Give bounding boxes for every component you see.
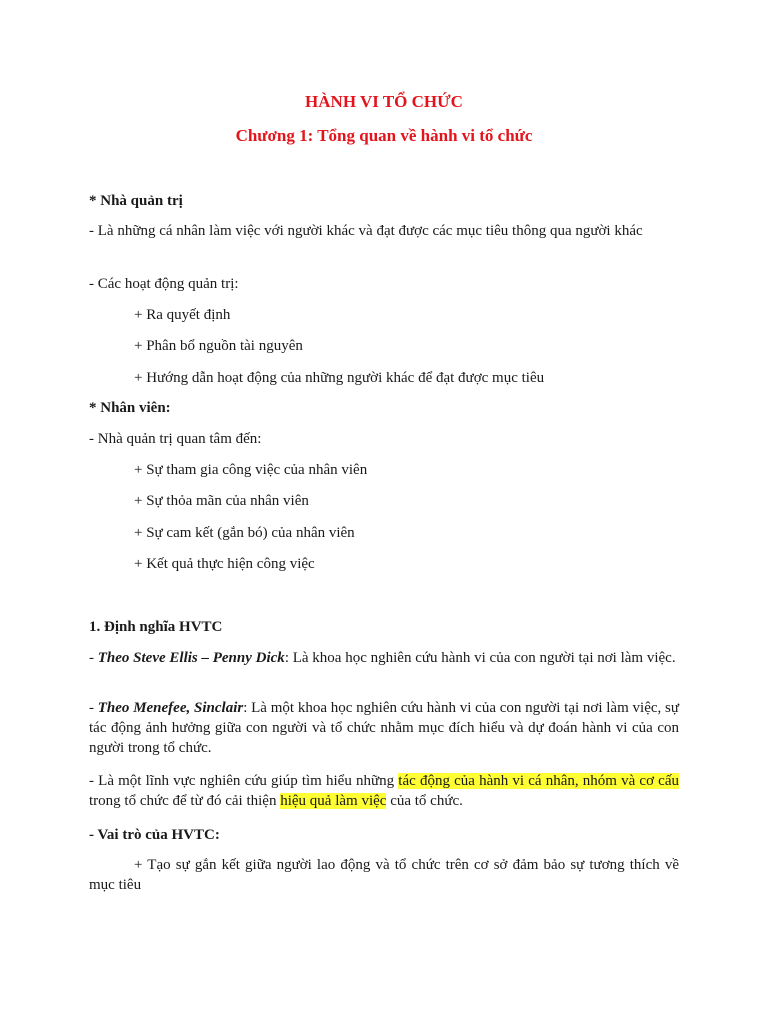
paragraph-lead: - bbox=[89, 700, 98, 716]
manager-activities-intro: - Các hoạt động quản trị: bbox=[89, 276, 239, 292]
manager-activity-item: + Phân bổ nguồn tài nguyên bbox=[134, 338, 303, 354]
author-name: Theo Menefee, Sinclair bbox=[97, 700, 244, 716]
employee-item: + Sự tham gia công việc của nhân viên bbox=[134, 462, 368, 478]
document-title: HÀNH VI TỔ CHỨC bbox=[305, 92, 463, 111]
section-heading-employee: * Nhân viên: bbox=[89, 400, 171, 416]
paragraph-text: trong tổ chức để từ đó cải thiện bbox=[89, 793, 281, 809]
paragraph-text: : Là khoa học nghiên cứu hành vi của con người tại nơi làm việc. bbox=[284, 650, 676, 666]
paragraph-text: của tổ chức. bbox=[386, 793, 463, 809]
highlighted-text: hiệu quả làm việc bbox=[280, 793, 387, 809]
definition-paragraph-2 bbox=[89, 698, 679, 758]
chapter-title: Chương 1: Tổng quan về hành vi tổ chức bbox=[235, 126, 533, 145]
role-item: + Tạo sự gắn kết giữa người lao động và tổ chức trên cơ sở đảm bảo sự tương thích về mục tiêu bbox=[89, 857, 679, 893]
paragraph-text: - Là một lĩnh vực nghiên cứu giúp tìm hiểu những bbox=[89, 773, 399, 789]
highlighted-text: tác động của hành vi cá nhân, nhóm và cơ cấu bbox=[398, 773, 679, 789]
paragraph-lead: - bbox=[89, 650, 98, 666]
role-heading: - Vai trò của HVTC: bbox=[89, 827, 220, 843]
author-name: Theo Steve Ellis – Penny Dick bbox=[97, 650, 285, 666]
manager-activity-item: + Hướng dẫn hoạt động của những người khác để đạt được mục tiêu bbox=[134, 370, 545, 386]
section-heading-manager: * Nhà quản trị bbox=[89, 193, 183, 209]
employee-item: + Kết quả thực hiện công việc bbox=[134, 556, 315, 572]
definition-paragraph-1 bbox=[89, 648, 679, 668]
employee-item: + Sự thỏa mãn của nhân viên bbox=[134, 493, 309, 509]
employee-item: + Sự cam kết (gắn bó) của nhân viên bbox=[134, 525, 355, 541]
manager-activity-item: + Ra quyết định bbox=[134, 307, 231, 323]
paragraph-text: : Là một khoa học nghiên cứu hành vi của con người tại nơi làm việc, sự tác động ảnh hưởng giữa con người và tổ chức nhằm mục đích hiểu và dự đoán hành vi của con người trong tổ chức. bbox=[89, 700, 679, 756]
definition-paragraph-3 bbox=[89, 771, 679, 811]
section-heading-definition: 1. Định nghĩa HVTC bbox=[89, 619, 223, 635]
manager-definition: - Là những cá nhân làm việc với người khác và đạt được các mục tiêu thông qua người khác bbox=[89, 223, 643, 239]
employee-intro: - Nhà quản trị quan tâm đến: bbox=[89, 431, 262, 447]
